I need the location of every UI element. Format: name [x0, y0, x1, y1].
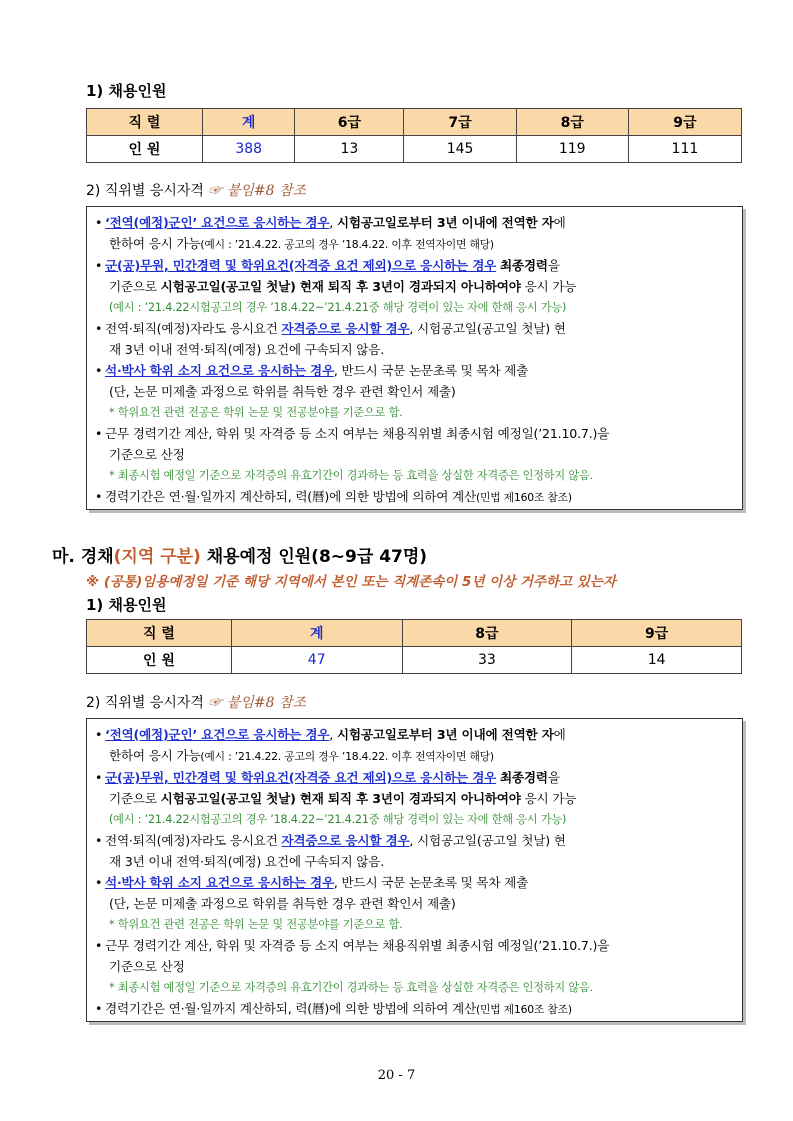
- box-line: (단, 논문 미제출 과정으로 학위를 취득한 경우 관련 확인서 제출): [109, 384, 456, 399]
- box-line: • 경력기간은 연·월·일까지 계산하되, 력(曆)에 의한 방법에 의하여 계산(민법 제160조 참조): [95, 489, 572, 504]
- page-number: 20 - 7: [377, 1068, 416, 1083]
- qualification-box-1: [86, 206, 743, 510]
- box-line: 재 3년 이내 전역·퇴직(예정) 요건에 구속되지 않음.: [109, 854, 385, 869]
- box-line: (예시 : ’21.4.22시험공고의 경우 ’18.4.22~’21.4.21중 해당 경력이 있는 자에 한해 응시 가능): [109, 301, 567, 314]
- box-line: • 근무 경력기간 계산, 학위 및 자격증 등 소지 여부는 채용직위별 최종시험 예정일(’21.10.7.)을: [95, 938, 610, 953]
- th-g6: 6급: [295, 109, 404, 136]
- th-g9: 9급: [572, 620, 742, 647]
- td-g6: 13: [295, 136, 404, 163]
- th-job: 직 렬: [87, 620, 232, 647]
- td-g8: 33: [402, 647, 572, 674]
- box-line: 기준으로 산정: [109, 959, 185, 974]
- qual-heading-text: 2) 직위별 응시자격: [86, 183, 204, 199]
- box-line: • 군(공)무원, 민간경력 및 학위요건(자격증 요건 제외)으로 응시하는 경우 최종경력을: [95, 770, 560, 785]
- section-title: 마. 경채(지역 구분) 채용예정 인원(8~9급 47명): [52, 547, 428, 567]
- td-g8: 119: [516, 136, 628, 163]
- recruit-table-2: [86, 619, 742, 674]
- recruit-heading-1: 1) 채용인원: [86, 82, 167, 100]
- box-line: * 학위요건 관련 전공은 학위 논문 및 전공분야를 기준으로 함.: [109, 918, 403, 931]
- box-line: • 군(공)무원, 민간경력 및 학위요건(자격증 요건 제외)으로 응시하는 경우 최종경력을: [95, 258, 560, 273]
- box-line: • ‘전역(예정)군인’ 요건으로 응시하는 경우, 시험공고일로부터 3년 이내에 전역한 자에: [95, 215, 566, 230]
- section-note: ※ (공통)임용예정일 기준 해당 지역에서 본인 또는 직계존속이 5년 이상 거주하고 있는자: [86, 574, 616, 590]
- qualification-box-2: [86, 718, 743, 1022]
- box-line: 기준으로 시험공고일(공고일 첫날) 현재 퇴직 후 3년이 경과되지 아니하여야 응시 가능: [109, 791, 577, 806]
- box-line: * 최종시험 예정일 기준으로 자격증의 유효기간이 경과하는 등 효력을 상실한 자격증은 인정하지 않음.: [109, 981, 593, 994]
- box-line: * 학위요건 관련 전공은 학위 논문 및 전공분야를 기준으로 함.: [109, 406, 403, 419]
- box-line: 기준으로 산정: [109, 447, 185, 462]
- box-line: • 경력기간은 연·월·일까지 계산하되, 력(曆)에 의한 방법에 의하여 계산(민법 제160조 참조): [95, 1001, 572, 1016]
- box-line: 기준으로 시험공고일(공고일 첫날) 현재 퇴직 후 3년이 경과되지 아니하여야 응시 가능: [109, 279, 577, 294]
- box-line: • ‘전역(예정)군인’ 요건으로 응시하는 경우, 시험공고일로부터 3년 이내에 전역한 자에: [95, 727, 566, 742]
- td-total: 47: [231, 647, 402, 674]
- box-line: • 석·박사 학위 소지 요건으로 응시하는 경우, 반드시 국문 논문초록 및 목차 제출: [95, 363, 529, 378]
- recruit-table-1: [86, 108, 742, 163]
- box-line: 한하여 응시 가능(예시 : ’21.4.22. 공고의 경우 ’18.4.22. 이후 전역자이면 해당): [109, 748, 494, 763]
- box-line: • 전역·퇴직(예정)자라도 응시요건 자격증으로 응시할 경우, 시험공고일(공고일 첫날) 현: [95, 833, 566, 848]
- box-line: * 최종시험 예정일 기준으로 자격증의 유효기간이 경과하는 등 효력을 상실한 자격증은 인정하지 않음.: [109, 469, 593, 482]
- th-g9: 9급: [628, 109, 741, 136]
- qual-heading-2: [86, 692, 306, 712]
- th-total: 계: [231, 620, 402, 647]
- td-total: 388: [203, 136, 295, 163]
- box-line: (단, 논문 미제출 과정으로 학위를 취득한 경우 관련 확인서 제출): [109, 896, 456, 911]
- th-g8: 8급: [402, 620, 572, 647]
- th-g8: 8급: [516, 109, 628, 136]
- td-label: 인 원: [87, 647, 232, 674]
- th-job: 직 렬: [87, 109, 203, 136]
- th-g7: 7급: [404, 109, 516, 136]
- qual-ref-link: ☞ 붙임#8 참조: [208, 183, 307, 199]
- qual-heading-text: 2) 직위별 응시자격: [86, 695, 204, 711]
- box-line: 한하여 응시 가능(예시 : ’21.4.22. 공고의 경우 ’18.4.22. 이후 전역자이면 해당): [109, 236, 494, 251]
- recruit-heading-2: 1) 채용인원: [86, 596, 167, 614]
- td-label: 인 원: [87, 136, 203, 163]
- qual-ref-link: ☞ 붙임#8 참조: [208, 695, 307, 711]
- td-g7: 145: [404, 136, 516, 163]
- qual-heading-1: [86, 180, 306, 200]
- th-total: 계: [203, 109, 295, 136]
- box-line: • 석·박사 학위 소지 요건으로 응시하는 경우, 반드시 국문 논문초록 및 목차 제출: [95, 875, 529, 890]
- box-line: • 전역·퇴직(예정)자라도 응시요건 자격증으로 응시할 경우, 시험공고일(공고일 첫날) 현: [95, 321, 566, 336]
- td-g9: 111: [628, 136, 741, 163]
- box-line: • 근무 경력기간 계산, 학위 및 자격증 등 소지 여부는 채용직위별 최종시험 예정일(’21.10.7.)을: [95, 426, 610, 441]
- box-line: (예시 : ’21.4.22시험공고의 경우 ’18.4.22~’21.4.21중 해당 경력이 있는 자에 한해 응시 가능): [109, 813, 567, 826]
- td-g9: 14: [572, 647, 742, 674]
- box-line: 재 3년 이내 전역·퇴직(예정) 요건에 구속되지 않음.: [109, 342, 385, 357]
